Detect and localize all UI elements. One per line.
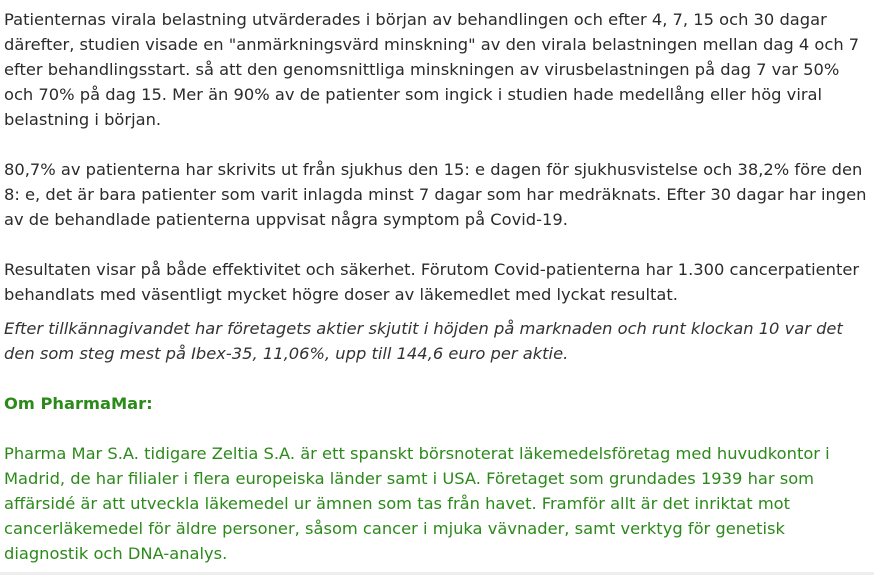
paragraph-stock-announcement: Efter tillkännagivandet har företagets aktier skjutit i höjden på marknaden och runt klockan 10 var det den som steg mest på Ibex-35, 11,06%, upp till 144,6 euro per aktie. [4,319,843,363]
paragraph-discharge: 80,7% av patienterna har skrivits ut från sjukhus den 15: e dagen för sjukhusvistelse och 38,2% före den 8: e, det är bara patienter som varit inlagda minst 7 dagar som har medräknats. Efter 30 dagar har ingen av de behandlade patienterna uppvisat några symptom på Covid-19. [4,160,867,229]
about-heading: Om PharmaMar: [4,394,153,413]
paragraph-results: Resultaten visar på både effektivitet och säkerhet. Förutom Covid-patienterna har 1.300 cancerpatienter behandlats med väsentligt mycket högre doser av läkemedlet med lyckat resultat. [4,260,860,304]
about-paragraph: Pharma Mar S.A. tidigare Zeltia S.A. är ett spanskt börsnoterat läkemedelsföretag med huvudkontor i Madrid, de har filialer i flera europeiska länder samt i USA. Företaget som grundades 1939 har som affärsidé är att utveckla läkemedel ur ämnen som tas från havet. Framför allt är det inriktat mot cancerläkemedel för äldre personer, såsom cancer i mjuka vävnader, samt verktyg för genetisk diagnostik och DNA-analys. [4,444,830,563]
paragraph-viral-load: Patienternas virala belastning utvärderades i början av behandlingen och efter 4, 7, 15 och 30 dagar därefter, studien visade en "anmärkningsvärd minskning" av den virala belastningen mellan dag 4 och 7 efter behandlingsstart. så att den genomsnittliga minskningen av virusbelastningen på dag 7 var 50% och 70% på dag 15. Mer än 90% av de patienter som ingick i studien hade medellång eller hög viral belastning i början. [4,10,860,129]
